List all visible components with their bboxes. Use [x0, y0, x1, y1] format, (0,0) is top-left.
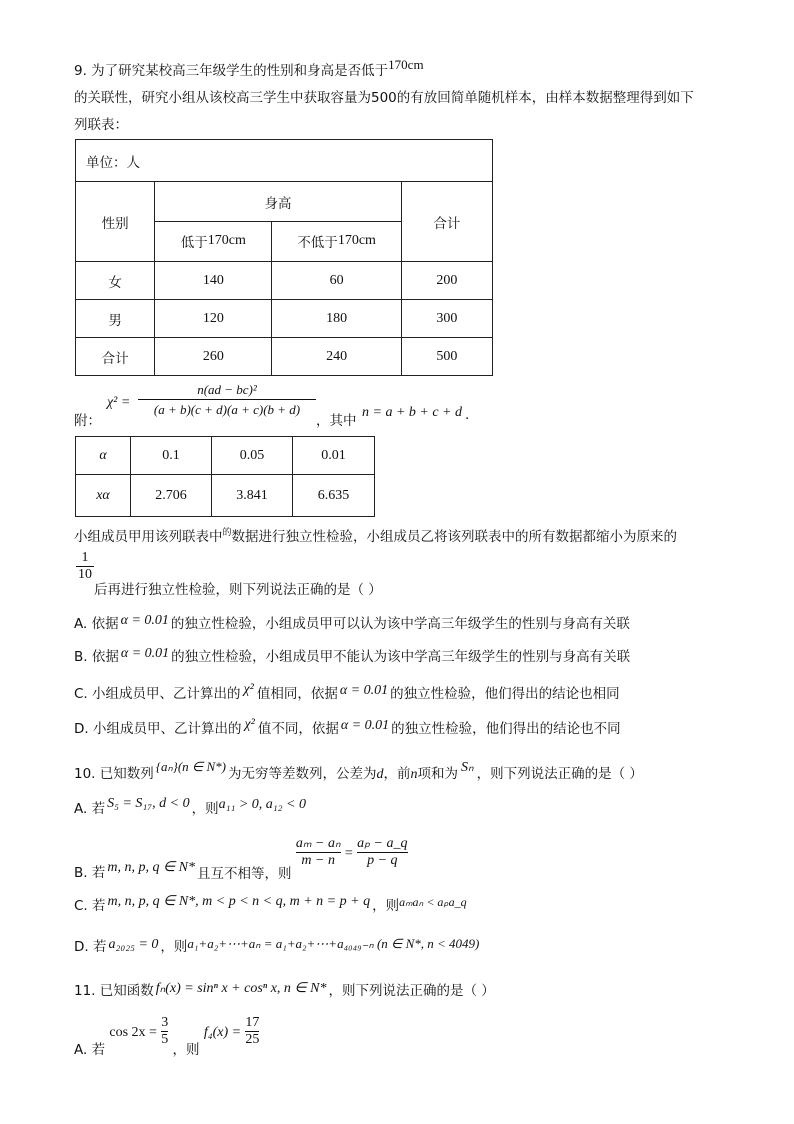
row-label: 合计	[76, 338, 155, 376]
table-row	[76, 262, 493, 300]
cell-low: 120	[155, 300, 272, 338]
x-alpha-value: 6.635	[293, 475, 375, 517]
cell-low: 140	[155, 262, 272, 300]
cell-total: 500	[401, 338, 492, 376]
alpha-value: 0.01	[293, 437, 375, 475]
q9-option-a: A. 依据 α = 0.01 的独立性检验，小组成员甲可以认为该中学高三年级学生的性别与身高有关联	[74, 613, 630, 632]
q11-option-a: A. 若 cos 2x = $\frac{3}{5}$ ，则 f₄(x) = $\frac{17}{25}$	[74, 1015, 260, 1058]
one-tenth-fraction	[76, 550, 94, 583]
formula-period: .	[465, 407, 470, 423]
alpha-value: 0.05	[212, 437, 293, 475]
height-header: 身高	[155, 182, 402, 222]
q9-stem1: 小组成员甲用该列联表中$^的$数据进行独立性检验，小组成员乙将该列联表中的所有数据都缩小为原来的	[74, 528, 678, 545]
q10-option-a: A. 若 S₅ = S₁₇, d < 0 ，则a₁₁ > 0, a₁₂ < 0	[74, 796, 306, 817]
contingency-table	[75, 139, 493, 376]
cell-high: 240	[272, 338, 401, 376]
q10-option-b: B. 若 m, n, p, q ∈ N* 且互不相等，则 $\frac{\text{aₘ − aₙ}}{m - n}$ = $\frac{\text{aₚ − a\_q}}{p - q}$	[74, 836, 408, 882]
notlow-height-header: 不低于170cm	[272, 222, 401, 262]
optB-fraction-left: $\frac{\text{aₘ − aₙ}}{m - n}$	[295, 836, 341, 868]
cell-high: 180	[272, 300, 401, 338]
table-row	[76, 300, 493, 338]
chi-formula-fraction	[138, 381, 316, 418]
low-height-header: 低于170cm	[155, 222, 272, 262]
unit-cell: 单位：人	[76, 140, 493, 182]
table-row	[76, 338, 493, 376]
row-label: 男	[76, 300, 155, 338]
row-label: 女	[76, 262, 155, 300]
q9-option-c: C. 小组成员甲、乙计算出的 χ² 值相同，依据 α = 0.01 的独立性检验，他们得出的结论也相同	[74, 682, 620, 702]
where-text: ，其中	[316, 413, 357, 429]
chi-formula-num: n(ad − bc)²	[197, 382, 257, 397]
optA-fraction-f4: $\frac{17}{25}$	[245, 1015, 260, 1047]
chi-formula-den: (a + b)(c + d)(a + c)(b + d)	[153, 402, 301, 417]
q9-line1-text: 9. 为了研究某校高三年级学生的性别和身高是否低于	[74, 63, 389, 79]
optA-fraction-cos: $\frac{3}{5}$	[161, 1015, 169, 1047]
q10-option-c: C. 若 m, n, p, q ∈ N*, m < p < n < q, m + n = p + q ，则aₘaₙ < aₚa_q	[74, 894, 467, 914]
q9-stem2: 后再进行独立性检验，则下列说法正确的是（ ）	[94, 582, 382, 598]
where-formula: n = a + b + c + d	[362, 405, 463, 420]
appendix-label: 附：	[74, 413, 101, 429]
gender-header: 性别	[76, 182, 155, 262]
alpha-label: α	[76, 437, 131, 475]
q10-stem: 10. 已知数列 {aₙ}(n ∈ N*) 为无穷等差数列，公差为d，前n项和为 Sₙ ，则下列说法正确的是（ ）	[74, 759, 643, 782]
x-alpha-label: xα	[76, 475, 131, 517]
q9-option-d: D. 小组成员甲、乙计算出的 χ² 值不同，依据 α = 0.01 的独立性检验，他们得出的结论也不同	[74, 717, 621, 737]
q9-height-value: 170cm	[388, 57, 424, 72]
cell-high: 60	[272, 262, 401, 300]
cell-low: 260	[155, 338, 272, 376]
q9-line3: 列联表：	[74, 117, 128, 133]
alpha-table	[75, 436, 375, 517]
cell-total: 300	[401, 300, 492, 338]
x-alpha-value: 3.841	[212, 475, 293, 517]
fraction-denominator: 10	[78, 567, 92, 582]
cell-total: 200	[401, 262, 492, 300]
optB-fraction-right: $\frac{\text{aₚ − a\_q}}{p - q}$	[357, 836, 408, 868]
fraction-bar	[138, 399, 316, 400]
q9-line1	[74, 59, 424, 79]
q11-stem: 11. 已知函数 fₙ(x) = sinⁿ x + cosⁿ x, n ∈ N* ，则下列说法正确的是（ ）	[74, 981, 495, 999]
total-header: 合计	[401, 182, 492, 262]
fraction-numerator: 1	[81, 550, 89, 565]
alpha-value: 0.1	[131, 437, 212, 475]
chi-formula-lhs: χ² =	[107, 395, 131, 410]
x-alpha-value: 2.706	[131, 475, 212, 517]
q10-option-d: D. 若 a₂₀₂₅ = 0 ，则a₁+a₂+⋯+aₙ = a₁+a₂+⋯+a₄₀₄₉₋ₙ (n ∈ N*, n < 4049)	[74, 936, 480, 955]
q9-option-b: B. 依据 α = 0.01 的独立性检验，小组成员甲不能认为该中学高三年级学生的性别与身高有关联	[74, 646, 631, 665]
q9-line2: 的关联性，研究小组从该校高三学生中获取容量为500的有放回简单随机样本，由样本数据整理得到如下	[74, 90, 694, 106]
